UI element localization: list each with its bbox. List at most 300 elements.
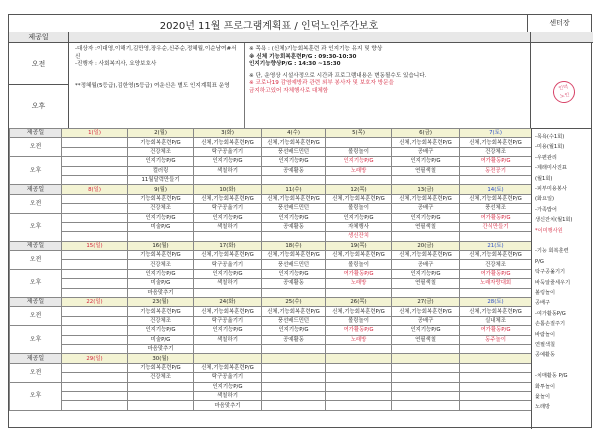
info-label-date: 제공일	[9, 32, 69, 43]
date-cell: 15(일)	[62, 241, 128, 250]
program-cell: 생신잔치	[326, 232, 392, 241]
program-cell: 색칠하기	[194, 222, 262, 231]
program-cell	[194, 232, 262, 241]
program-cell: 간식만들기	[460, 222, 532, 231]
program-cell: 색칠하기	[194, 335, 262, 344]
program-cell: 인지기능P/G	[128, 269, 194, 278]
pm-row	[10, 269, 532, 278]
program-cell	[62, 288, 128, 297]
program-cell: 볼링놀이	[326, 260, 392, 269]
am-row	[10, 363, 532, 372]
program-cell: 신체,기능회복훈련P/G	[460, 194, 532, 203]
program-cell: 인지기능P/G	[128, 157, 194, 166]
info-right-line: ※ 코로나19 감염예방과 관련 외부 봉사자 및 보호자 방문을	[249, 80, 394, 87]
program-cell: 노래방	[326, 279, 392, 288]
program-cell: 연필색칠	[392, 222, 460, 231]
program-cell	[326, 344, 392, 353]
director-seal: 인덕 노인	[551, 79, 576, 104]
row-label-pm: 오후	[10, 326, 62, 354]
program-cell	[392, 344, 460, 353]
info-right-line: ※ 신체 기능회복훈련P/G : 09:30-10:30	[249, 53, 357, 60]
program-cell	[62, 307, 128, 316]
program-cell: 탁구공옮기기	[194, 260, 262, 269]
program-cell	[326, 391, 392, 400]
date-cell: 13(금)	[392, 185, 460, 194]
pm-row	[10, 344, 532, 353]
sidebar-line: 볼링놀이	[535, 290, 556, 296]
program-cell: 여가활동P/G	[460, 213, 532, 222]
program-cell: 동주놀이	[460, 335, 532, 344]
program-cell	[62, 251, 128, 260]
date-cell	[326, 354, 392, 363]
program-cell: 신체,기능회복훈련P/G	[194, 194, 262, 203]
program-cell: 신체,기능회복훈련P/G	[262, 251, 326, 260]
program-cell	[326, 175, 392, 184]
sidebar-line: 생신잔치(월1회)	[535, 217, 573, 224]
program-cell: 여가활동P/G	[326, 269, 392, 278]
sidebar-line: 공배구	[535, 300, 551, 307]
pm-row	[10, 288, 532, 297]
info-label-am: 오전	[9, 43, 69, 85]
program-cell: 신체,기능회복훈련P/G	[326, 307, 392, 316]
row-label-date: 제공일	[10, 241, 62, 250]
program-cell: 인지기능P/G	[128, 213, 194, 222]
date-cell: 2(월)	[128, 129, 194, 138]
sidebar-line: 손톱손질주기	[535, 321, 566, 328]
program-cell	[194, 344, 262, 353]
program-cell	[62, 147, 128, 156]
program-cell: 노래방	[326, 335, 392, 344]
program-cell: 공예활동	[262, 222, 326, 231]
date-row	[10, 354, 532, 363]
program-cell: 기능회복훈련P/G	[128, 138, 194, 147]
row-label-date: 제공일	[10, 354, 62, 363]
program-cell: 인지기능P/G	[392, 269, 460, 278]
pm-row	[10, 279, 532, 288]
program-cell	[62, 391, 128, 400]
info-header-right	[530, 32, 593, 43]
program-cell: 노래자랑대회	[460, 279, 532, 288]
program-cell	[460, 363, 532, 372]
sidebar-line: 바둑알줄세우기	[535, 279, 571, 286]
program-cell	[392, 363, 460, 372]
program-cell: 노래방	[326, 166, 392, 175]
program-cell: 건강체조	[128, 147, 194, 156]
sidebar-line: 바람놀이	[535, 331, 556, 338]
row-label-am: 오전	[10, 194, 62, 213]
sidebar-line: -기능 회복훈련	[535, 248, 569, 255]
pm-row	[10, 157, 532, 166]
program-cell: 마음맞추기	[128, 344, 194, 353]
date-cell: 11(수)	[262, 185, 326, 194]
program-cell: 인지기능P/G	[194, 157, 262, 166]
am-row	[10, 194, 532, 203]
am-row	[10, 307, 532, 316]
program-cell: 여가활동P/G	[460, 269, 532, 278]
info-right-line: ※ 단, 운영상 시설사정으로 시간과 프로그램내용은 변동될수도 있습니다.	[249, 72, 427, 79]
program-cell	[392, 373, 460, 382]
info-header-row	[69, 32, 530, 43]
program-cell	[62, 316, 128, 325]
date-cell	[460, 354, 532, 363]
program-cell: 마음맞추기	[194, 401, 262, 410]
program-cell: 공배구	[392, 147, 460, 156]
program-cell: 실내체조	[460, 316, 532, 325]
program-cell: 신체,기능회복훈련P/G	[392, 138, 460, 147]
program-cell	[326, 288, 392, 297]
program-cell	[392, 391, 460, 400]
program-cell	[62, 363, 128, 372]
program-cell	[262, 373, 326, 382]
date-row	[10, 298, 532, 307]
program-cell	[460, 391, 532, 400]
program-cell	[62, 157, 128, 166]
date-cell: 26(목)	[326, 298, 392, 307]
program-cell: 여가활동P/G	[460, 326, 532, 335]
program-cell: 신체,기능회복훈련P/G	[262, 307, 326, 316]
am-row	[10, 204, 532, 213]
row-label-am: 오전	[10, 363, 62, 382]
program-cell: 인지기능P/G	[194, 269, 262, 278]
sidebar-line: -제래미사진표	[535, 165, 567, 172]
program-cell	[392, 382, 460, 391]
program-cell	[460, 373, 532, 382]
date-cell: 17(화)	[194, 241, 262, 250]
program-cell: 신체,기능회복훈련P/G	[194, 307, 262, 316]
program-cell	[326, 382, 392, 391]
calendar-table	[9, 128, 532, 411]
program-cell	[460, 232, 532, 241]
program-cell: 풍선배드민턴	[262, 204, 326, 213]
info-right-line: ※ 목욕 : (신체)기능회복훈련 과 인지기능 유지 및 향상	[249, 46, 383, 52]
program-cell	[62, 204, 128, 213]
date-cell: 14(토)	[460, 185, 532, 194]
date-cell: 19(목)	[326, 241, 392, 250]
program-cell: 건강체조	[128, 373, 194, 382]
program-cell	[262, 344, 326, 353]
date-cell: 29(일)	[62, 354, 128, 363]
program-cell	[62, 326, 128, 335]
info-left-line: -진행자 : 사회복지사, 요양보호사	[75, 61, 157, 68]
program-cell: 인지기능P/G	[262, 157, 326, 166]
program-cell	[62, 373, 128, 382]
row-label-date: 제공일	[10, 129, 62, 138]
am-row	[10, 260, 532, 269]
pm-row	[10, 166, 532, 175]
date-cell: 10(화)	[194, 185, 262, 194]
program-cell	[62, 175, 128, 184]
program-cell: 공예활동	[262, 279, 326, 288]
row-label-pm: 오후	[10, 382, 62, 410]
am-row	[10, 147, 532, 156]
program-cell: 건강체조	[128, 316, 194, 325]
program-cell: 신체,기능회복훈련P/G	[392, 251, 460, 260]
program-cell	[460, 288, 532, 297]
sidebar-line: -미용(월1회)	[535, 144, 565, 151]
program-cell: 인지기능P/G	[326, 157, 392, 166]
program-cell: 11월달력만들기	[128, 175, 194, 184]
program-cell	[460, 175, 532, 184]
program-cell	[128, 401, 194, 410]
program-cell: 자체행사	[326, 222, 392, 231]
date-cell: 6(금)	[392, 129, 460, 138]
program-cell: 인지기능P/G	[392, 326, 460, 335]
program-cell: 인지기능P/G	[262, 269, 326, 278]
sidebar-line: -치매활동 P/G	[535, 373, 568, 380]
program-cell: 색칠하기	[194, 279, 262, 288]
program-cell	[194, 175, 262, 184]
program-cell: 미술P/G	[128, 335, 194, 344]
date-cell: 30(월)	[128, 354, 194, 363]
info-left-notes	[75, 46, 241, 90]
am-row	[10, 138, 532, 147]
date-cell: 8(일)	[62, 185, 128, 194]
sidebar-line: (화요일)	[535, 196, 555, 203]
program-cell	[62, 213, 128, 222]
sidebar-line: *이미행사원	[535, 227, 563, 234]
program-cell: 여가활동P/G	[460, 157, 532, 166]
program-cell: 신체,기능회복훈련P/G	[326, 251, 392, 260]
program-cell	[262, 382, 326, 391]
am-row	[10, 251, 532, 260]
program-cell: 신체,기능회복훈련P/G	[194, 363, 262, 372]
pm-row	[10, 326, 532, 335]
row-label-pm: 오후	[10, 213, 62, 241]
program-cell	[326, 138, 392, 147]
program-cell: 신체,기능회복훈련P/G	[460, 251, 532, 260]
sidebar-line: 공예활동	[535, 352, 556, 359]
program-sidebar	[531, 128, 593, 429]
program-cell: 신체,기능회복훈련P/G	[392, 307, 460, 316]
program-cell	[62, 260, 128, 269]
program-cell	[62, 279, 128, 288]
program-cell	[128, 232, 194, 241]
program-cell: 신체,기능회복훈련P/G	[460, 138, 532, 147]
title-bar	[9, 15, 591, 33]
program-cell: 볼링놀이	[326, 204, 392, 213]
info-right-line: 금지하고있어 자체행사로 대체함	[249, 87, 329, 94]
date-cell: 20(금)	[392, 241, 460, 250]
program-cell: 동전공기	[460, 166, 532, 175]
program-cell: 신체,기능회복훈련P/G	[326, 194, 392, 203]
program-cell: 신체,기능회복훈련P/G	[460, 307, 532, 316]
date-cell: 5(목)	[326, 129, 392, 138]
program-cell: 인지기능P/G	[194, 213, 262, 222]
schedule-sheet	[8, 14, 592, 428]
program-cell: 공배구	[392, 316, 460, 325]
sidebar-line: -여가활동P/G	[535, 310, 566, 317]
program-cell: 볼링놀이	[326, 147, 392, 156]
program-cell	[326, 363, 392, 372]
program-cell: 신체,기능회복훈련P/G	[194, 138, 262, 147]
program-cell: 미술P/G	[128, 279, 194, 288]
program-cell: 신체,기능회복훈련P/G	[262, 138, 326, 147]
sidebar-line: -가족밥어	[535, 206, 557, 213]
am-row	[10, 373, 532, 382]
program-cell: 공예활동	[262, 166, 326, 175]
program-cell: 탁구공옮기기	[194, 373, 262, 382]
program-cell: 풍선배드민턴	[262, 260, 326, 269]
pm-row	[10, 401, 532, 410]
date-cell: 22(일)	[62, 298, 128, 307]
date-cell: 27(금)	[392, 298, 460, 307]
program-cell	[262, 401, 326, 410]
program-cell: 기능회복훈련P/G	[128, 251, 194, 260]
sidebar-line: -목욕(수1회)	[535, 134, 565, 140]
program-cell: 인지기능P/G	[194, 326, 262, 335]
program-cell: 미술P/G	[128, 222, 194, 231]
program-cell	[262, 391, 326, 400]
date-row	[10, 241, 532, 250]
program-cell: 기능회복훈련P/G	[128, 194, 194, 203]
program-cell	[62, 194, 128, 203]
program-cell	[460, 401, 532, 410]
pm-row	[10, 391, 532, 400]
row-label-date: 제공일	[10, 185, 62, 194]
date-cell: 28(토)	[460, 298, 532, 307]
program-cell	[392, 232, 460, 241]
program-cell: 공배구	[392, 204, 460, 213]
program-cell	[392, 175, 460, 184]
row-label-date: 제공일	[10, 298, 62, 307]
program-cell	[262, 232, 326, 241]
date-cell: 25(수)	[262, 298, 326, 307]
program-cell: 마음맞추기	[128, 288, 194, 297]
program-cell	[326, 401, 392, 410]
row-label-am: 오전	[10, 307, 62, 326]
program-cell: 공배구	[392, 260, 460, 269]
program-cell: 건강체조	[128, 260, 194, 269]
sidebar-line: 화투놀이	[535, 383, 556, 390]
program-cell: 컬러링	[128, 166, 194, 175]
sidebar-line: 연필색칠	[535, 342, 556, 348]
program-cell: 인지기능P/G	[262, 213, 326, 222]
program-cell	[194, 288, 262, 297]
date-cell: 4(수)	[262, 129, 326, 138]
sidebar-line: -우편관리	[535, 154, 557, 161]
program-cell: 탁구공옮기기	[194, 147, 262, 156]
program-cell	[62, 344, 128, 353]
sidebar-line: 노래방	[535, 404, 551, 411]
program-cell	[62, 382, 128, 391]
program-cell: 연필색칠	[392, 279, 460, 288]
am-row	[10, 316, 532, 325]
program-cell: 볼링놀이	[326, 316, 392, 325]
row-label-am: 오전	[10, 251, 62, 270]
date-cell: 21(토)	[460, 241, 532, 250]
info-left-line: **정혜월(5등급),김한영(5등급) 여운신은 별도 인지계획표 운영	[75, 82, 230, 89]
program-cell	[62, 269, 128, 278]
program-cell	[62, 232, 128, 241]
sidebar-line: (월1회)	[535, 175, 553, 182]
pm-row	[10, 335, 532, 344]
program-cell	[128, 391, 194, 400]
date-cell: 1(일)	[62, 129, 128, 138]
program-cell	[128, 382, 194, 391]
date-cell: 9(월)	[128, 185, 194, 194]
pm-row	[10, 222, 532, 231]
date-cell	[194, 354, 262, 363]
program-cell: 여가활동P/G	[326, 326, 392, 335]
program-cell	[62, 166, 128, 175]
program-cell	[326, 373, 392, 382]
program-cell: 탁구공옮기기	[194, 204, 262, 213]
program-cell	[262, 363, 326, 372]
sidebar-line: 탁구공옮기기	[535, 269, 566, 276]
program-cell	[460, 382, 532, 391]
row-label-pm: 오후	[10, 157, 62, 185]
program-cell: 탁구공옮기기	[194, 316, 262, 325]
sidebar-line: -피부미용봉사	[535, 186, 567, 192]
date-cell: 16(월)	[128, 241, 194, 250]
program-cell: 인지기능P/G	[392, 213, 460, 222]
program-cell	[62, 335, 128, 344]
program-cell: 색칠하기	[194, 166, 262, 175]
program-cell: 풍선배드민턴	[262, 147, 326, 156]
info-right-line: 인지기능향상P/G : 14:30 ~15:30	[249, 61, 341, 68]
date-cell: 3(화)	[194, 129, 262, 138]
program-cell: 색칠하기	[194, 391, 262, 400]
date-cell	[392, 354, 460, 363]
program-cell: 인지기능P/G	[128, 326, 194, 335]
program-cell	[62, 401, 128, 410]
pm-row	[10, 213, 532, 222]
program-cell	[62, 222, 128, 231]
program-cell: 인지기능P/G	[262, 326, 326, 335]
date-row	[10, 185, 532, 194]
program-cell: 인지기능P/G	[194, 382, 262, 391]
program-cell: 건강체조	[460, 260, 532, 269]
sidebar-line: P/G	[535, 258, 544, 265]
program-cell: 인지기능P/G	[326, 213, 392, 222]
program-cell: 풍선배드민턴	[262, 316, 326, 325]
program-cell: 연필색칠	[392, 335, 460, 344]
info-left-line: -대상자 :이대영,이해기,김만영,장우순,신주순,정혜월,이순남여#서신	[75, 46, 237, 60]
program-cell	[62, 138, 128, 147]
program-cell: 신체,기능회복훈련P/G	[194, 251, 262, 260]
date-cell: 23(월)	[128, 298, 194, 307]
info-divider-right	[530, 43, 531, 128]
pm-row	[10, 232, 532, 241]
info-label-pm: 오후	[9, 85, 69, 128]
program-cell: 인지기능P/G	[392, 157, 460, 166]
program-cell: 연필색칠	[392, 166, 460, 175]
program-cell: 신체,기능회복훈련P/G	[262, 194, 326, 203]
date-cell	[262, 354, 326, 363]
program-cell: 풍선체조	[460, 204, 532, 213]
program-cell	[262, 288, 326, 297]
date-cell: 24(화)	[194, 298, 262, 307]
program-cell: 신체,기능회복훈련P/G	[392, 194, 460, 203]
page-title: 2020년 11월 프로그램계획표 / 인덕노인주간보호	[159, 21, 379, 32]
program-cell: 공예활동	[262, 335, 326, 344]
info-right-notes	[249, 46, 527, 96]
program-cell: 기능회복훈련P/G	[128, 307, 194, 316]
program-cell: 기능회복훈련P/G	[128, 363, 194, 372]
program-cell: 건강체조	[460, 147, 532, 156]
sidebar-line: 윷놀이	[535, 394, 551, 400]
program-cell	[262, 175, 326, 184]
date-cell: 18(수)	[262, 241, 326, 250]
stamp-label: 센터장	[527, 15, 591, 32]
info-section	[9, 32, 591, 129]
info-divider	[244, 43, 245, 128]
pm-row	[10, 175, 532, 184]
program-cell	[392, 288, 460, 297]
program-cell	[460, 344, 532, 353]
program-cell: 건강체조	[128, 204, 194, 213]
pm-row	[10, 382, 532, 391]
